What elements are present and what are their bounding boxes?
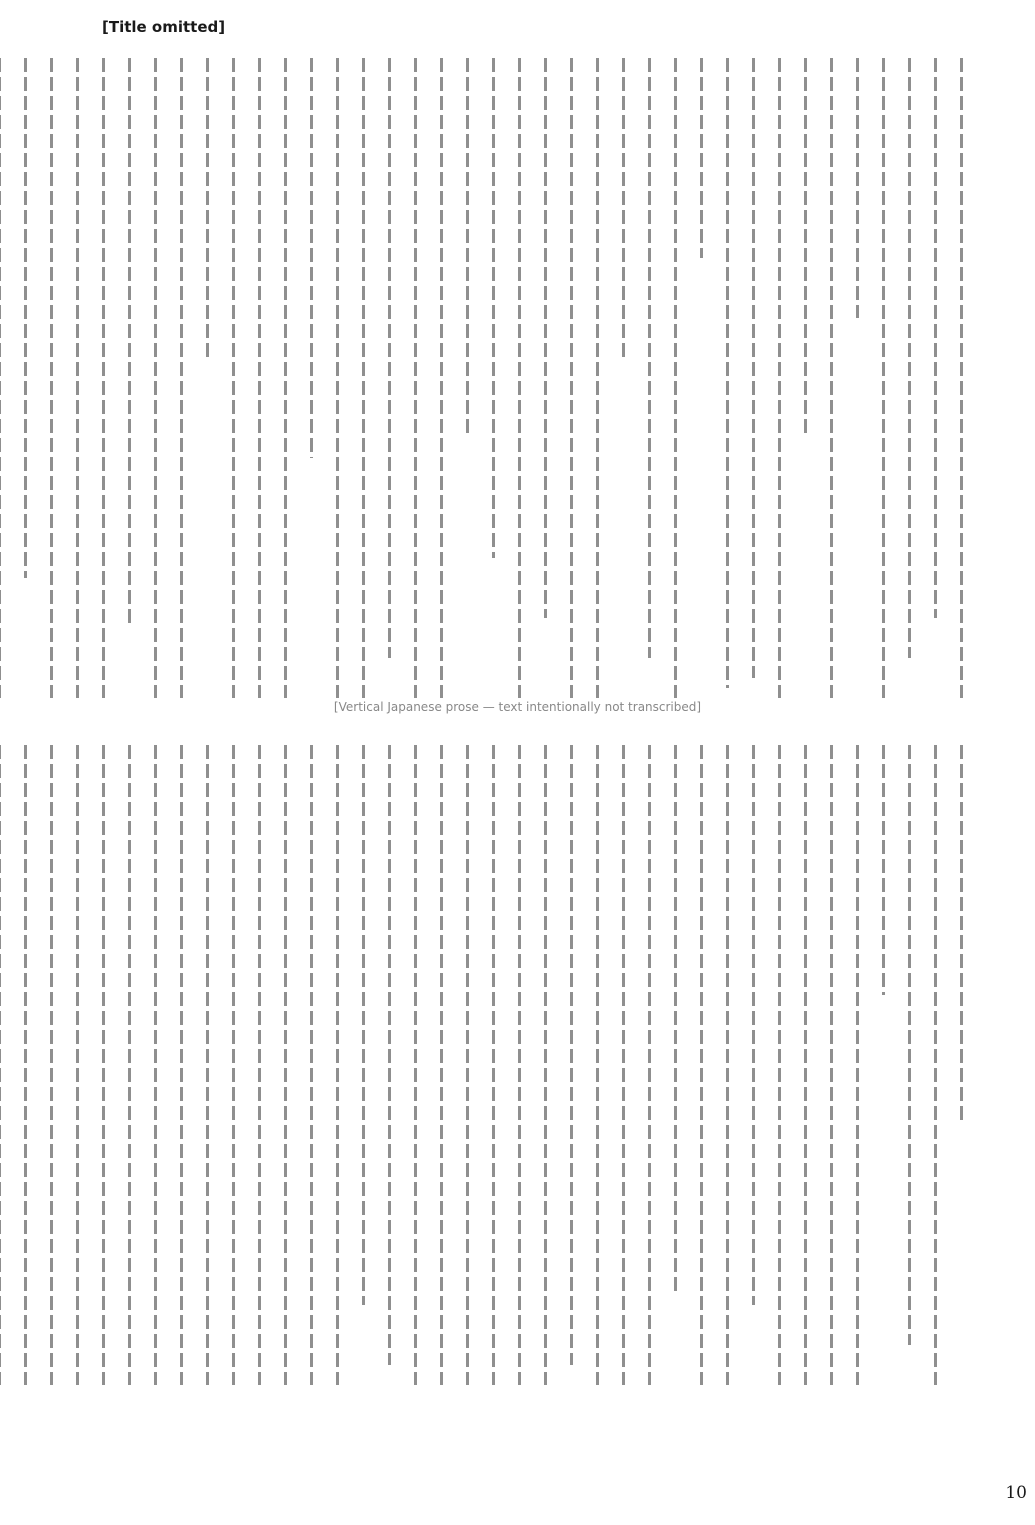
text-line-placeholder	[648, 58, 651, 658]
text-line-placeholder	[908, 58, 911, 658]
text-line-placeholder	[440, 58, 443, 698]
page-number: 10	[1005, 1483, 1027, 1503]
text-column	[459, 58, 476, 698]
text-line-placeholder	[440, 745, 443, 1385]
text-column	[693, 745, 710, 1395]
text-line-placeholder	[700, 745, 703, 1385]
text-column	[823, 745, 840, 1395]
text-line-placeholder	[128, 745, 131, 1385]
text-line-placeholder	[154, 58, 157, 698]
text-line-placeholder	[336, 58, 339, 698]
text-line-placeholder	[102, 58, 105, 698]
text-column	[199, 745, 216, 1395]
text-line-placeholder	[310, 58, 313, 458]
text-column	[355, 745, 372, 1395]
text-column	[745, 745, 762, 1395]
text-line-placeholder	[778, 745, 781, 1385]
text-line-placeholder	[856, 58, 859, 318]
text-line-placeholder	[414, 745, 417, 1385]
text-line-placeholder	[388, 58, 391, 658]
text-column	[641, 58, 658, 698]
text-column	[381, 745, 398, 1395]
text-column	[225, 745, 242, 1395]
text-line-placeholder	[518, 58, 521, 698]
text-column	[121, 745, 138, 1395]
text-column	[563, 58, 580, 698]
text-line-placeholder	[102, 745, 105, 1385]
text-line-placeholder	[726, 58, 729, 688]
text-line-placeholder	[362, 58, 365, 698]
text-column	[615, 58, 632, 698]
running-title: [Title omitted]	[102, 18, 226, 36]
bottom-text-tier	[0, 745, 970, 1395]
text-line-placeholder	[232, 745, 235, 1385]
text-column	[511, 58, 528, 698]
text-column	[719, 745, 736, 1395]
text-column	[0, 745, 8, 1395]
text-column	[875, 58, 892, 698]
text-line-placeholder	[180, 745, 183, 1385]
text-line-placeholder	[492, 745, 495, 1385]
text-line-placeholder	[258, 58, 261, 698]
text-column	[147, 745, 164, 1395]
text-column	[0, 58, 8, 698]
text-line-placeholder	[830, 58, 833, 698]
text-line-placeholder	[544, 58, 547, 618]
text-line-placeholder	[258, 745, 261, 1385]
text-line-placeholder	[726, 745, 729, 1385]
content-notice: [Vertical Japanese prose — text intentionally not transcribed]	[333, 700, 702, 714]
text-column	[771, 745, 788, 1395]
text-column	[953, 745, 970, 1395]
text-column	[797, 745, 814, 1395]
text-line-placeholder	[76, 745, 79, 1385]
text-column	[953, 58, 970, 698]
text-column	[69, 745, 86, 1395]
text-column	[277, 58, 294, 698]
text-line-placeholder	[0, 58, 1, 698]
text-column	[251, 745, 268, 1395]
text-line-placeholder	[960, 745, 963, 1125]
text-line-placeholder	[180, 58, 183, 698]
text-line-placeholder	[570, 745, 573, 1365]
text-line-placeholder	[518, 745, 521, 1385]
text-line-placeholder	[934, 745, 937, 1385]
text-column	[355, 58, 372, 698]
text-column	[563, 745, 580, 1395]
text-line-placeholder	[206, 58, 209, 358]
text-line-placeholder	[700, 58, 703, 258]
text-line-placeholder	[414, 58, 417, 698]
text-column	[537, 745, 554, 1395]
text-column	[43, 745, 60, 1395]
text-column	[251, 58, 268, 698]
text-column	[927, 745, 944, 1395]
text-line-placeholder	[466, 58, 469, 438]
text-line-placeholder	[76, 58, 79, 698]
text-column	[147, 58, 164, 698]
text-line-placeholder	[50, 58, 53, 698]
text-column	[407, 745, 424, 1395]
text-column	[485, 58, 502, 698]
text-line-placeholder	[336, 745, 339, 1385]
text-column	[433, 745, 450, 1395]
text-line-placeholder	[206, 745, 209, 1385]
text-line-placeholder	[492, 58, 495, 558]
text-column	[121, 58, 138, 698]
text-line-placeholder	[466, 745, 469, 1385]
text-column	[173, 58, 190, 698]
text-column	[225, 58, 242, 698]
text-column	[537, 58, 554, 698]
text-line-placeholder	[128, 58, 131, 628]
text-line-placeholder	[310, 745, 313, 1385]
text-line-placeholder	[596, 745, 599, 1385]
text-column	[95, 58, 112, 698]
text-column	[407, 58, 424, 698]
text-line-placeholder	[778, 58, 781, 698]
text-column	[173, 745, 190, 1395]
top-text-tier	[0, 58, 970, 698]
text-column	[303, 745, 320, 1395]
text-column	[589, 745, 606, 1395]
text-line-placeholder	[648, 745, 651, 1385]
text-column	[849, 58, 866, 698]
text-column	[459, 745, 476, 1395]
text-column	[485, 745, 502, 1395]
text-column	[745, 58, 762, 698]
text-column	[693, 58, 710, 698]
text-column	[641, 745, 658, 1395]
text-line-placeholder	[934, 58, 937, 618]
text-column	[667, 745, 684, 1395]
text-column	[667, 58, 684, 698]
text-line-placeholder	[908, 745, 911, 1345]
text-line-placeholder	[596, 58, 599, 698]
text-line-placeholder	[622, 745, 625, 1385]
text-line-placeholder	[284, 745, 287, 1385]
text-line-placeholder	[804, 745, 807, 1385]
text-line-placeholder	[544, 745, 547, 1385]
text-column	[615, 745, 632, 1395]
text-line-placeholder	[232, 58, 235, 698]
text-column	[95, 745, 112, 1395]
text-column	[329, 745, 346, 1395]
text-column	[797, 58, 814, 698]
text-column	[849, 745, 866, 1395]
text-column	[69, 58, 86, 698]
text-column	[381, 58, 398, 698]
text-line-placeholder	[830, 745, 833, 1385]
text-column	[277, 745, 294, 1395]
text-line-placeholder	[622, 58, 625, 358]
text-line-placeholder	[284, 58, 287, 698]
text-line-placeholder	[674, 58, 677, 698]
text-column	[927, 58, 944, 698]
text-line-placeholder	[50, 745, 53, 1385]
text-line-placeholder	[804, 58, 807, 438]
text-line-placeholder	[0, 745, 1, 1385]
text-column	[823, 58, 840, 698]
text-column	[43, 58, 60, 698]
text-line-placeholder	[882, 58, 885, 698]
text-line-placeholder	[960, 58, 963, 698]
text-column	[17, 58, 34, 698]
text-line-placeholder	[388, 745, 391, 1365]
text-line-placeholder	[24, 58, 27, 578]
text-column	[901, 745, 918, 1395]
text-line-placeholder	[362, 745, 365, 1305]
text-column	[199, 58, 216, 698]
text-column	[771, 58, 788, 698]
text-column	[511, 745, 528, 1395]
text-line-placeholder	[154, 745, 157, 1385]
text-column	[303, 58, 320, 698]
text-column	[433, 58, 450, 698]
text-line-placeholder	[570, 58, 573, 698]
text-column	[329, 58, 346, 698]
text-line-placeholder	[752, 745, 755, 1305]
text-line-placeholder	[882, 745, 885, 995]
text-column	[901, 58, 918, 698]
text-line-placeholder	[856, 745, 859, 1385]
text-line-placeholder	[752, 58, 755, 678]
text-column	[589, 58, 606, 698]
text-line-placeholder	[24, 745, 27, 1385]
text-column	[719, 58, 736, 698]
text-line-placeholder	[674, 745, 677, 1295]
text-column	[17, 745, 34, 1395]
text-column	[875, 745, 892, 1395]
